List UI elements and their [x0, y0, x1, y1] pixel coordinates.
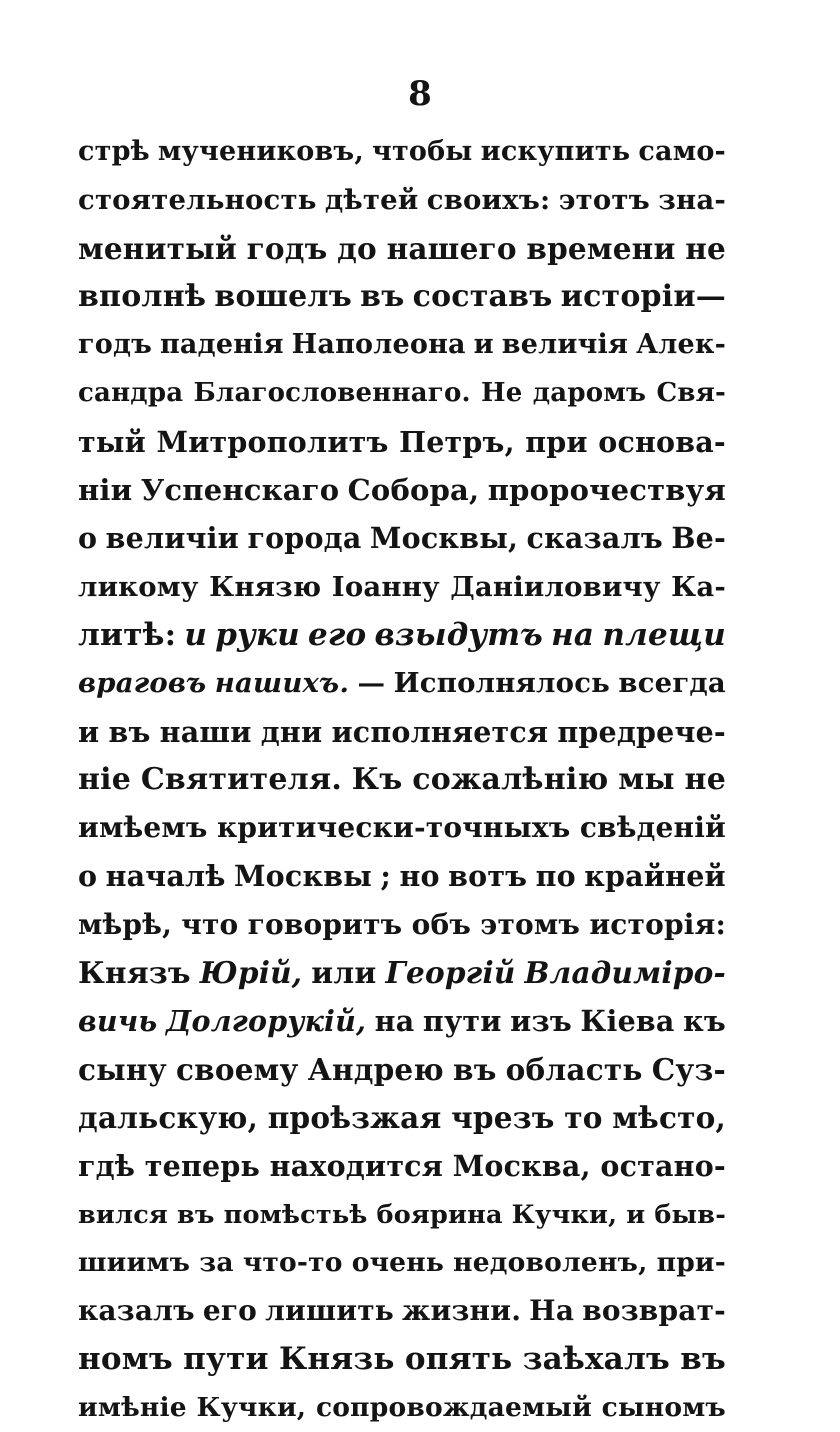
word: исторія:	[589, 907, 726, 941]
text-line	[78, 225, 726, 273]
italic-word: его	[307, 616, 367, 653]
italic-word: плещи	[602, 616, 726, 653]
word: пути	[183, 1341, 269, 1378]
text-line	[78, 128, 726, 176]
word: вполнѣ	[78, 278, 207, 314]
word: ніи	[78, 473, 133, 508]
word: сандра	[78, 378, 184, 409]
word: вился	[78, 1199, 168, 1230]
italic-word: и	[184, 616, 208, 653]
word: очень	[351, 1246, 445, 1278]
text-line	[78, 1287, 726, 1335]
text-line	[78, 514, 726, 562]
word: мы	[618, 761, 675, 797]
text-line	[78, 273, 726, 321]
word: остано-	[600, 1149, 726, 1184]
text-line	[78, 852, 726, 900]
word: имѣніе	[78, 1391, 187, 1423]
word: Кучки,	[511, 1199, 618, 1230]
word: дальскую,	[78, 1099, 259, 1135]
text-line	[78, 949, 726, 997]
word: ;	[380, 859, 392, 894]
text-line	[78, 1239, 726, 1287]
word: основа-	[598, 424, 726, 459]
word: этомъ	[480, 907, 581, 941]
word: въ	[680, 1341, 726, 1378]
word: Москва,	[452, 1149, 591, 1184]
word: о	[78, 521, 98, 556]
word: возврат-	[582, 1294, 726, 1328]
word: даромъ	[532, 378, 647, 409]
italic-word: нашихъ.	[214, 667, 350, 700]
word: Наполеона	[291, 329, 466, 361]
word: вошелъ	[214, 278, 352, 314]
italic-word: на	[551, 616, 595, 653]
word: или	[311, 955, 377, 991]
word: Князь	[278, 1341, 395, 1378]
word: и	[626, 1199, 646, 1230]
word: Князъ	[78, 955, 191, 991]
word: стоятельность	[78, 184, 317, 217]
word: въ	[176, 1199, 215, 1230]
word: Кучки,	[196, 1391, 307, 1423]
word: Іоанну	[331, 570, 440, 603]
word: своему	[175, 1051, 299, 1087]
word: жизни.	[402, 1294, 522, 1328]
word: Москвы,	[369, 521, 519, 556]
word: за	[199, 1246, 234, 1278]
word: само-	[638, 136, 726, 167]
word: не	[684, 761, 726, 797]
word: величіи	[105, 521, 240, 556]
text-line	[78, 659, 726, 707]
body-text	[78, 128, 726, 1432]
word: исполняется	[331, 714, 549, 749]
word: заѣхалъ	[522, 1341, 670, 1378]
word: зна-	[658, 184, 726, 217]
word: о	[78, 859, 98, 894]
word: въ	[108, 714, 151, 749]
italic-word: Георгій	[385, 955, 516, 991]
italic-word: Долгорукій,	[165, 1004, 367, 1039]
word: годъ	[246, 230, 328, 266]
word: началѣ	[105, 859, 226, 894]
word: пророчествуя	[487, 473, 726, 508]
word: изъ	[510, 1004, 572, 1039]
word: Исполнялось	[393, 667, 610, 700]
word: Святителя.	[140, 761, 342, 797]
word: ликому	[78, 570, 199, 603]
word: Къ	[351, 761, 403, 797]
italic-word: руки	[215, 616, 300, 653]
text-line	[78, 1335, 726, 1383]
word: говоритъ	[247, 907, 403, 941]
text-line	[78, 369, 726, 417]
word: своихъ:	[426, 184, 551, 217]
word: Петръ,	[399, 424, 515, 459]
word: вотъ	[448, 859, 528, 894]
word: Князю	[209, 570, 322, 603]
word: и	[473, 329, 494, 361]
word: крайней	[584, 859, 726, 894]
word: къ	[683, 1004, 726, 1039]
word: Кіева	[580, 1004, 675, 1039]
text-line	[78, 708, 726, 756]
word: литѣ:	[78, 616, 177, 653]
word: номъ	[78, 1341, 173, 1378]
word: Москвы	[233, 859, 373, 894]
word: На	[529, 1294, 575, 1328]
word: помѣстьѣ	[223, 1199, 368, 1230]
word: объ	[411, 907, 471, 941]
text-line	[78, 1046, 726, 1094]
word: опять	[404, 1341, 513, 1378]
text-line	[78, 804, 726, 852]
italic-word: вичь	[78, 1004, 158, 1039]
word: что-то	[242, 1246, 343, 1278]
word: боярина	[376, 1199, 503, 1230]
word: казалъ	[78, 1294, 195, 1328]
word: ніе	[78, 761, 132, 797]
word: находится	[269, 1149, 443, 1184]
word: Не	[480, 378, 523, 409]
word: имѣемъ	[78, 811, 208, 845]
word: исторіи—	[560, 278, 726, 314]
word: то	[564, 1099, 603, 1135]
page-number: 8	[408, 74, 432, 114]
word: Даніиловичу	[450, 570, 661, 603]
word: города	[247, 521, 362, 556]
word: Андрею	[307, 1051, 444, 1087]
word: тый	[78, 424, 146, 459]
word: стрѣ	[78, 136, 150, 167]
word: тепepь	[144, 1149, 261, 1184]
word: предрече-	[557, 714, 726, 749]
word: до	[337, 230, 377, 266]
text-line	[78, 1384, 726, 1432]
word: мучениковъ,	[157, 136, 364, 167]
text-line	[78, 611, 726, 659]
word: въ	[453, 1051, 497, 1087]
text-line	[78, 1191, 726, 1239]
word: не	[685, 230, 726, 266]
word: —	[357, 667, 386, 700]
text-line	[78, 321, 726, 369]
word: Успенскаго	[140, 473, 340, 508]
word: сыну	[78, 1051, 167, 1087]
word: Ве-	[671, 521, 726, 556]
text-line	[78, 563, 726, 611]
text-line	[78, 1142, 726, 1190]
word: Алек-	[636, 329, 726, 361]
word: чрезъ	[451, 1099, 555, 1135]
word: проѣзжая	[267, 1099, 442, 1135]
word: мѣсто,	[612, 1099, 726, 1135]
word: составъ	[412, 278, 553, 314]
word: при-	[656, 1246, 726, 1278]
word: мѣрѣ,	[78, 907, 173, 941]
italic-word: враговъ	[78, 667, 207, 700]
word: паденія	[159, 329, 284, 361]
word: и	[78, 714, 100, 749]
word: но	[399, 859, 440, 894]
word: годъ	[78, 329, 153, 361]
word: дни	[260, 714, 323, 749]
word: область	[505, 1051, 643, 1087]
italic-word: Владиміро-	[524, 955, 726, 991]
word: гдѣ	[78, 1149, 136, 1184]
word: сыномъ	[601, 1391, 726, 1423]
text-line	[78, 997, 726, 1045]
word: пути	[422, 1004, 502, 1039]
text-line	[78, 176, 726, 224]
word: Благословеннаго.	[193, 378, 471, 409]
word: въ	[360, 278, 405, 314]
word: дѣтей	[324, 184, 419, 217]
text-line	[78, 901, 726, 949]
word: при	[525, 424, 588, 459]
word: наши	[159, 714, 252, 749]
italic-word: Юрій,	[199, 955, 303, 991]
italic-word: взыдутъ	[374, 616, 544, 653]
word: нашего	[386, 230, 517, 266]
word: критически-точныхъ	[216, 811, 571, 845]
text-line	[78, 756, 726, 804]
word: сожалѣнію	[412, 761, 609, 797]
word: что	[181, 907, 239, 941]
word: на	[374, 1004, 415, 1039]
text-line	[78, 418, 726, 466]
text-line	[78, 1094, 726, 1142]
text-line	[78, 466, 726, 514]
word: его	[202, 1294, 258, 1328]
word: величія	[501, 329, 629, 361]
word: искупить	[480, 136, 631, 167]
word: времени	[526, 230, 676, 266]
word: сопровождаемый	[315, 1391, 592, 1423]
word: Суз-	[651, 1051, 726, 1087]
word: менитый	[78, 230, 237, 266]
word: Митрополитъ	[156, 424, 389, 459]
word: быв-	[654, 1199, 726, 1230]
word: Свя-	[656, 378, 726, 409]
word: лишить	[265, 1294, 395, 1328]
word: свѣденій	[579, 811, 726, 845]
word: Ка-	[671, 570, 726, 603]
word: чтобы	[371, 136, 473, 167]
word: шиимъ	[78, 1246, 191, 1278]
word: недоволенъ,	[453, 1246, 648, 1278]
word: Собора,	[347, 473, 480, 508]
word: всегда	[618, 667, 726, 700]
word: по	[535, 859, 576, 894]
word: сказалъ	[526, 521, 663, 556]
word: этотъ	[558, 184, 650, 217]
